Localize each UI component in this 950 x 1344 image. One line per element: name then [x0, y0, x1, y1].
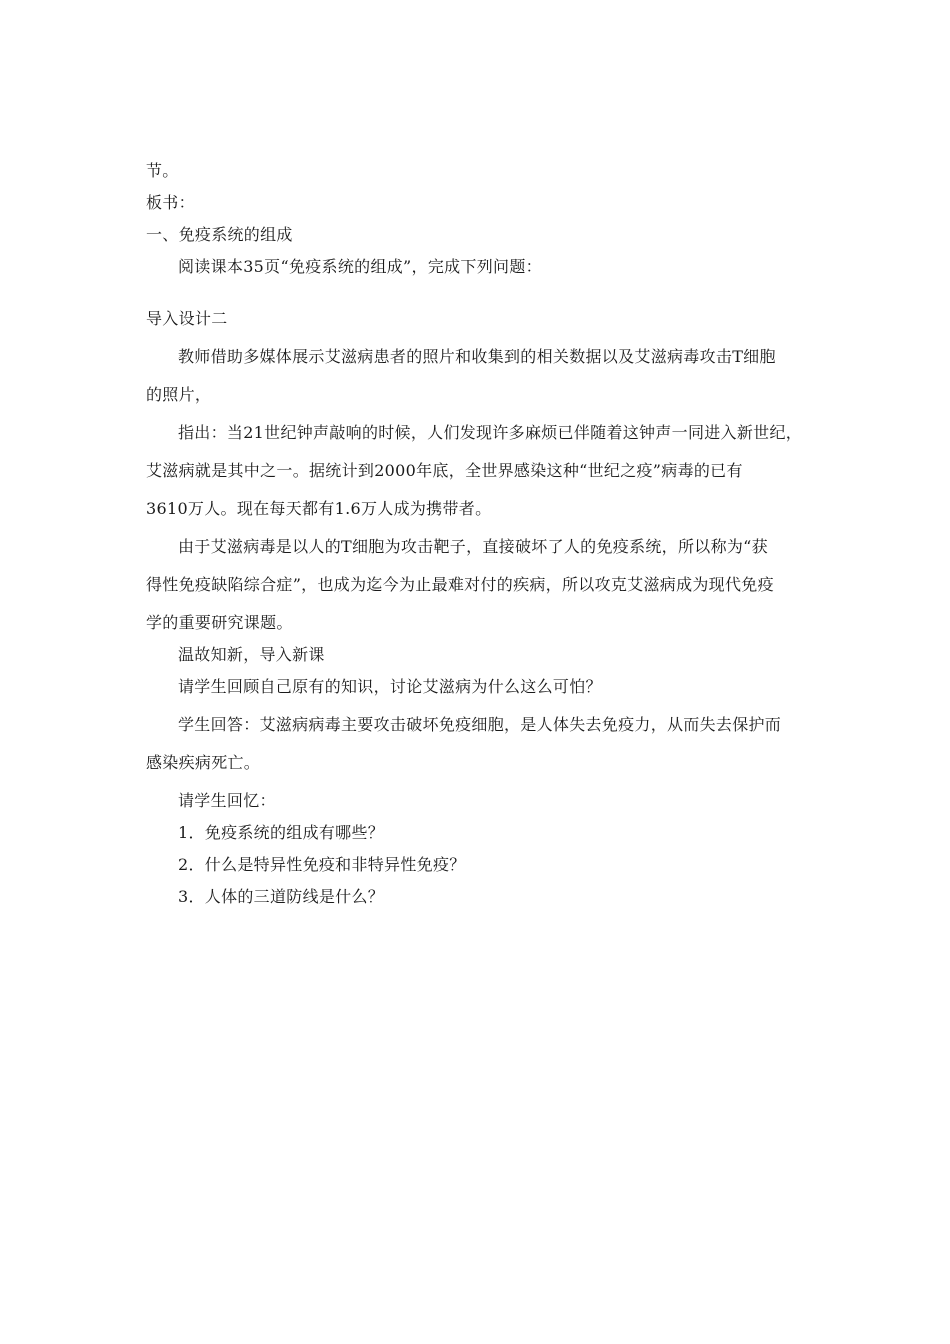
paragraph-line: 由于艾滋病毒是以人的T细胞为攻击靶子，直接破坏了人的免疫系统，所以称为“获: [178, 537, 768, 556]
paragraph-line: 温故知新，导入新课: [178, 645, 325, 664]
paragraph-line: 请学生回顾自己原有的知识，讨论艾滋病为什么这么可怕？: [178, 677, 602, 696]
paragraph-line: 得性免疫缺陷综合症”，也成为迄今为止最难对付的疾病，所以攻克艾滋病成为现代免疫: [146, 575, 774, 594]
paragraph-line: 感染疾病死亡。: [146, 753, 261, 772]
document-body: [146, 155, 816, 913]
paragraph-line: 的照片，: [146, 385, 212, 404]
board-label: 板书：: [146, 193, 195, 212]
list-item: 3．人体的三道防线是什么？: [178, 887, 385, 906]
paragraph-line: 学生回答：艾滋病病毒主要攻击破坏免疫细胞，是人体失去免疫力，从而失去保护而: [178, 715, 782, 734]
list-item: 2．什么是特异性免疫和非特异性免疫？: [178, 855, 466, 874]
paragraph-line: 3610万人。现在每天都有1.6万人成为携带者。: [146, 499, 492, 518]
paragraph-line: 指出：当21世纪钟声敲响的时候，人们发现许多麻烦已伴随着这钟声一同进入新世纪，: [178, 423, 803, 442]
list-item: 1．免疫系统的组成有哪些？: [178, 823, 385, 842]
subsection-heading: 导入设计二: [146, 309, 228, 328]
paragraph-line: 学的重要研究课题。: [146, 613, 293, 632]
paragraph-line: 艾滋病就是其中之一。据统计到2000年底，全世界感染这种“世纪之疫”病毒的已有: [146, 461, 743, 480]
text-line-fragment: 节。: [146, 161, 179, 180]
reading-instruction: 阅读课本35页“免疫系统的组成”，完成下列问题：: [178, 257, 542, 276]
paragraph-line: 教师借助多媒体展示艾滋病患者的照片和收集到的相关数据以及艾滋病毒攻击T细胞: [178, 347, 776, 366]
paragraph-line: 请学生回忆：: [178, 791, 276, 810]
section-heading: 一、免疫系统的组成: [146, 225, 293, 244]
